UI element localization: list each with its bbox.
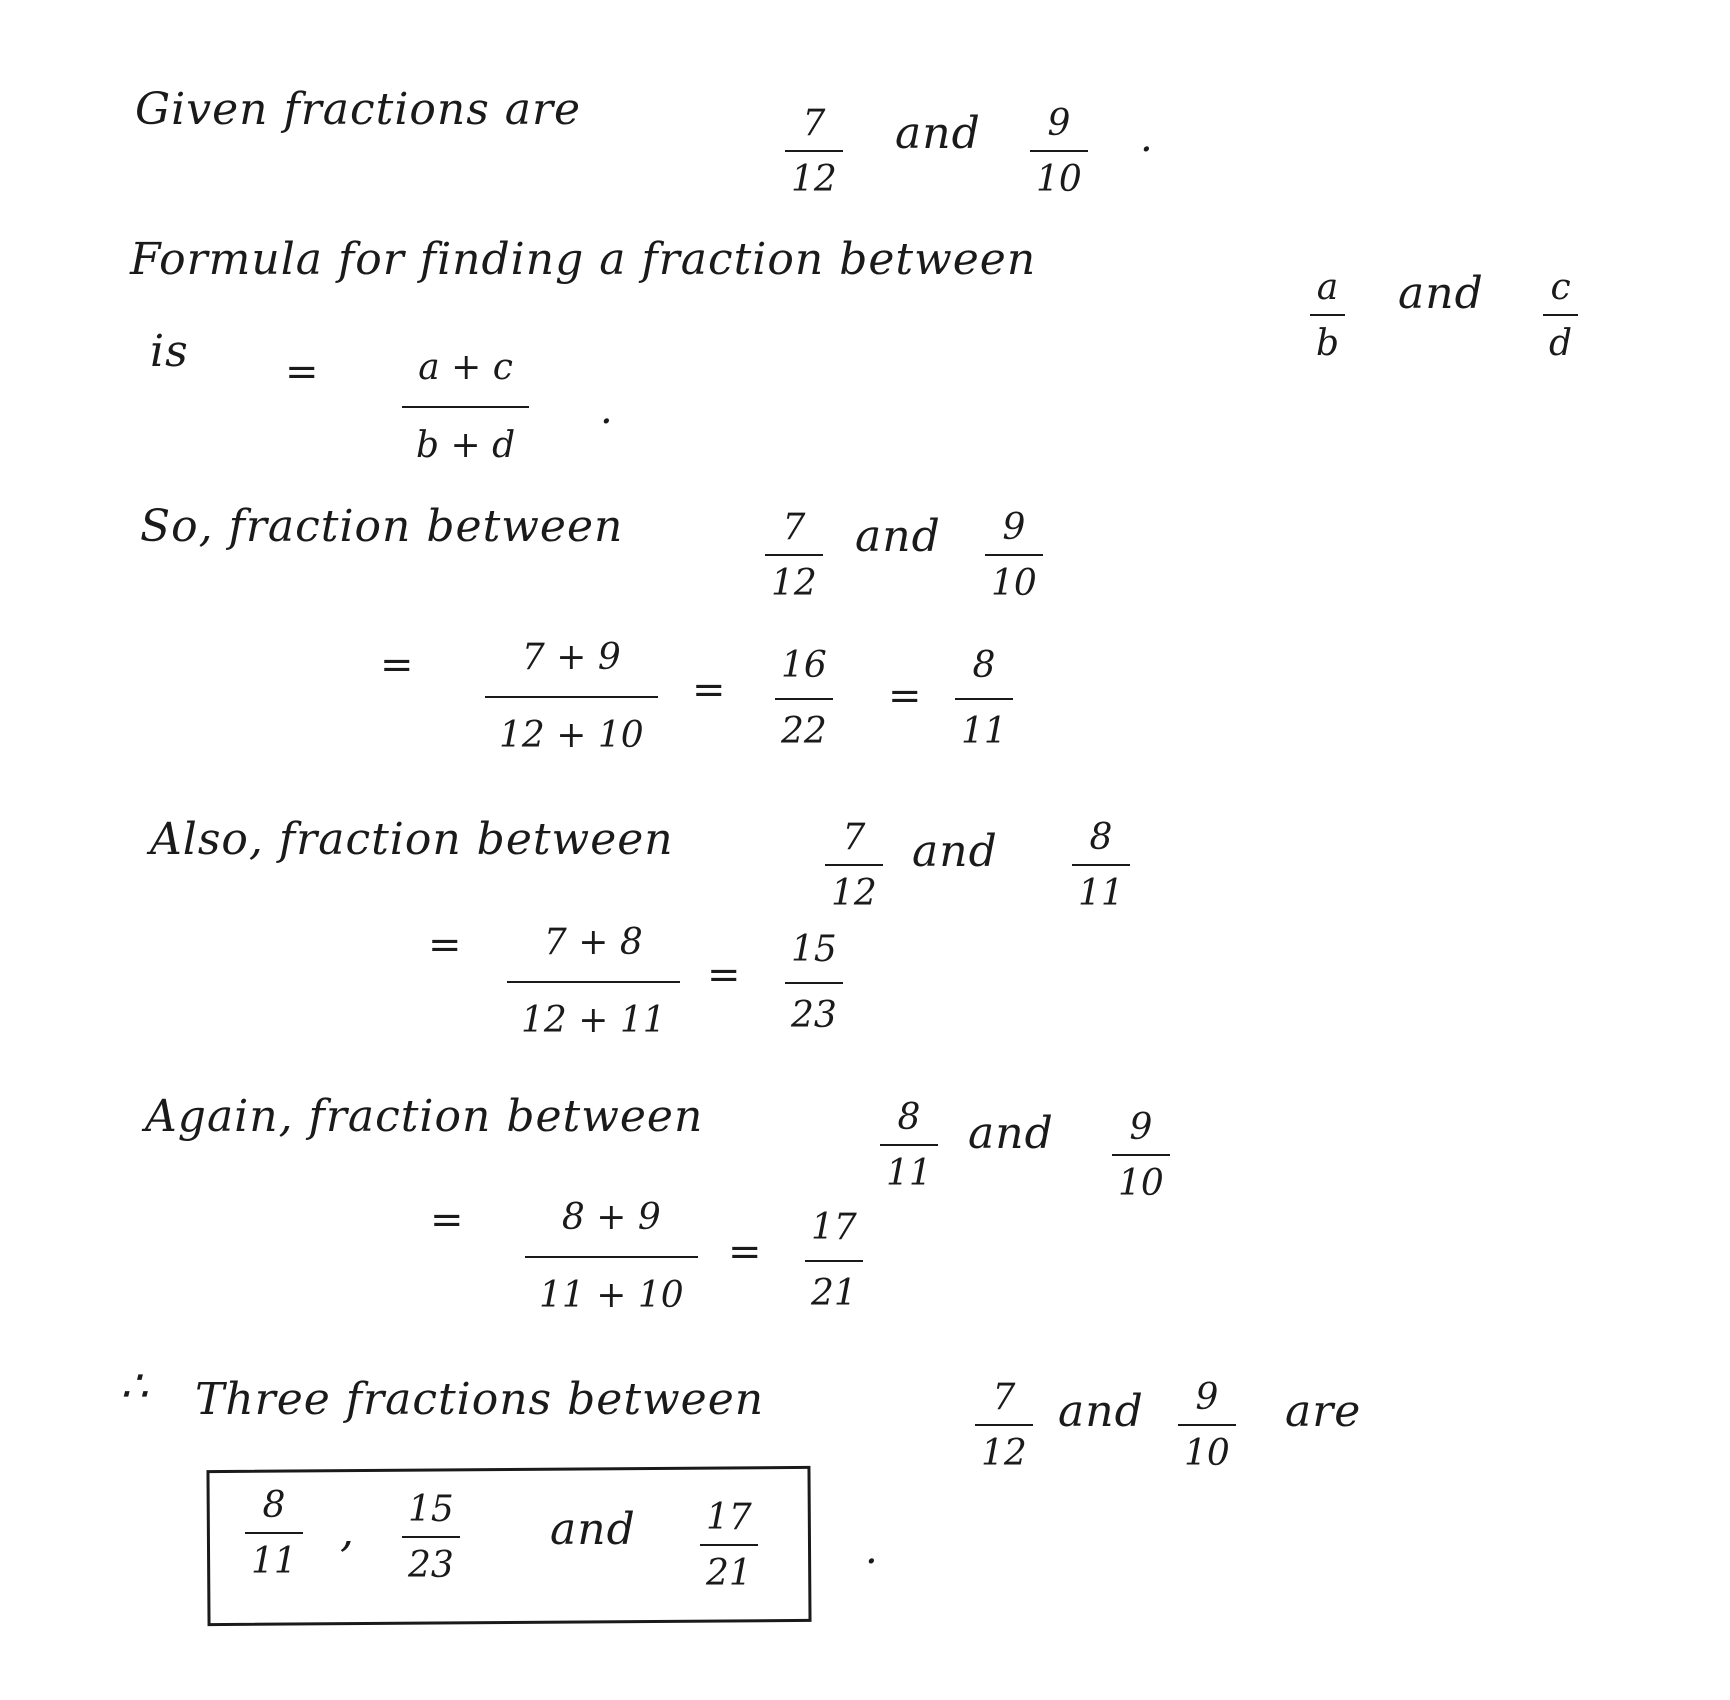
formula-and: and [1398,268,1484,319]
numerator: 15 [408,1489,454,1530]
conclusion-are: are [1285,1386,1362,1437]
step1-fraction-1 [765,507,823,604]
numerator: 7 [842,817,866,858]
denominator: 11 [1078,873,1124,914]
step3-equals-2: = [728,1229,762,1275]
numerator: 8 [262,1485,286,1526]
step3-sum [525,1197,698,1316]
step1-sum [485,637,658,756]
formula-expression [402,347,529,466]
formula-fraction-c-d [1543,267,1578,364]
numerator: a + c [418,347,513,388]
answer-comma: , [340,1506,355,1557]
given-fraction-2 [1030,103,1088,200]
numerator: 7 [802,103,826,144]
numerator: 9 [1129,1107,1153,1148]
conclusion-fraction-1 [975,1377,1033,1474]
denominator: 23 [408,1545,454,1586]
denominator: 21 [706,1553,752,1594]
numerator: 17 [706,1497,752,1538]
formula-is: is [150,326,189,377]
step3-fraction-1 [880,1097,938,1194]
step1-fraction-2 [985,507,1043,604]
step3-result [805,1207,863,1314]
answer-fraction-3 [700,1497,758,1594]
numerator: 9 [1195,1377,1219,1418]
denominator: 12 + 11 [521,1000,666,1041]
therefore-symbol: ∴ [120,1361,149,1412]
denominator: 12 + 10 [499,715,644,756]
numerator: 8 + 9 [561,1197,661,1238]
given-fraction-1 [785,103,843,200]
step2-and: and [912,826,998,877]
step3-text: Again, fraction between [145,1091,704,1142]
denominator: 12 [831,873,877,914]
step1-equals: = [380,642,414,688]
answer-fraction-2 [402,1489,460,1586]
denominator: b [1316,323,1340,364]
denominator: 21 [811,1273,857,1314]
denominator: b + d [416,425,516,466]
numerator: c [1550,267,1571,308]
denominator: d [1549,323,1573,364]
denominator: 12 [981,1433,1027,1474]
step1-and: and [855,511,941,562]
denominator: 10 [1118,1163,1164,1204]
step3-equals: = [430,1197,464,1243]
formula-text: Formula for finding a fraction between [130,234,1037,285]
step3-fraction-2 [1112,1107,1170,1204]
step2-text: Also, fraction between [150,814,674,865]
step2-fraction-2 [1072,817,1130,914]
answer-fraction-1 [245,1485,303,1582]
given-period: . [1140,115,1153,161]
step2-equals: = [428,922,462,968]
formula-period: . [600,387,613,433]
numerator: 7 + 9 [521,637,621,678]
step1-text: So, fraction between [140,501,624,552]
numerator: 16 [781,645,827,686]
numerator: 7 [992,1377,1016,1418]
answer-and: and [550,1504,636,1555]
step2-sum [507,922,680,1041]
denominator: 11 [251,1541,297,1582]
conclusion-fraction-2 [1178,1377,1236,1474]
numerator: 17 [811,1207,857,1248]
answer-period: . [865,1527,878,1573]
step3-and: and [968,1108,1054,1159]
equals-sign: = [285,349,319,395]
step1-equals-2: = [692,667,726,713]
conclusion-text: Three fractions between [195,1374,765,1425]
numerator: 7 [782,507,806,548]
step1-equals-3: = [888,673,922,719]
denominator: 10 [1036,159,1082,200]
given-and: and [895,108,981,159]
conclusion-and: and [1058,1386,1144,1437]
step2-fraction-1 [825,817,883,914]
denominator: 22 [781,711,827,752]
denominator: 11 [961,711,1007,752]
step1-result-1 [775,645,833,752]
given-text: Given fractions are [135,84,582,135]
denominator: 12 [791,159,837,200]
denominator: 12 [771,563,817,604]
denominator: 11 + 10 [539,1275,684,1316]
denominator: 23 [791,995,837,1036]
denominator: 11 [886,1153,932,1194]
formula-fraction-a-b [1310,267,1345,364]
numerator: 15 [791,929,837,970]
step2-equals-2: = [707,952,741,998]
step2-result [785,929,843,1036]
numerator: 8 [897,1097,921,1138]
numerator: a [1316,267,1339,308]
numerator: 9 [1002,507,1026,548]
step1-result-2 [955,645,1013,752]
numerator: 7 + 8 [543,922,643,963]
numerator: 9 [1047,103,1071,144]
denominator: 10 [1184,1433,1230,1474]
denominator: 10 [991,563,1037,604]
numerator: 8 [1089,817,1113,858]
numerator: 8 [972,645,996,686]
